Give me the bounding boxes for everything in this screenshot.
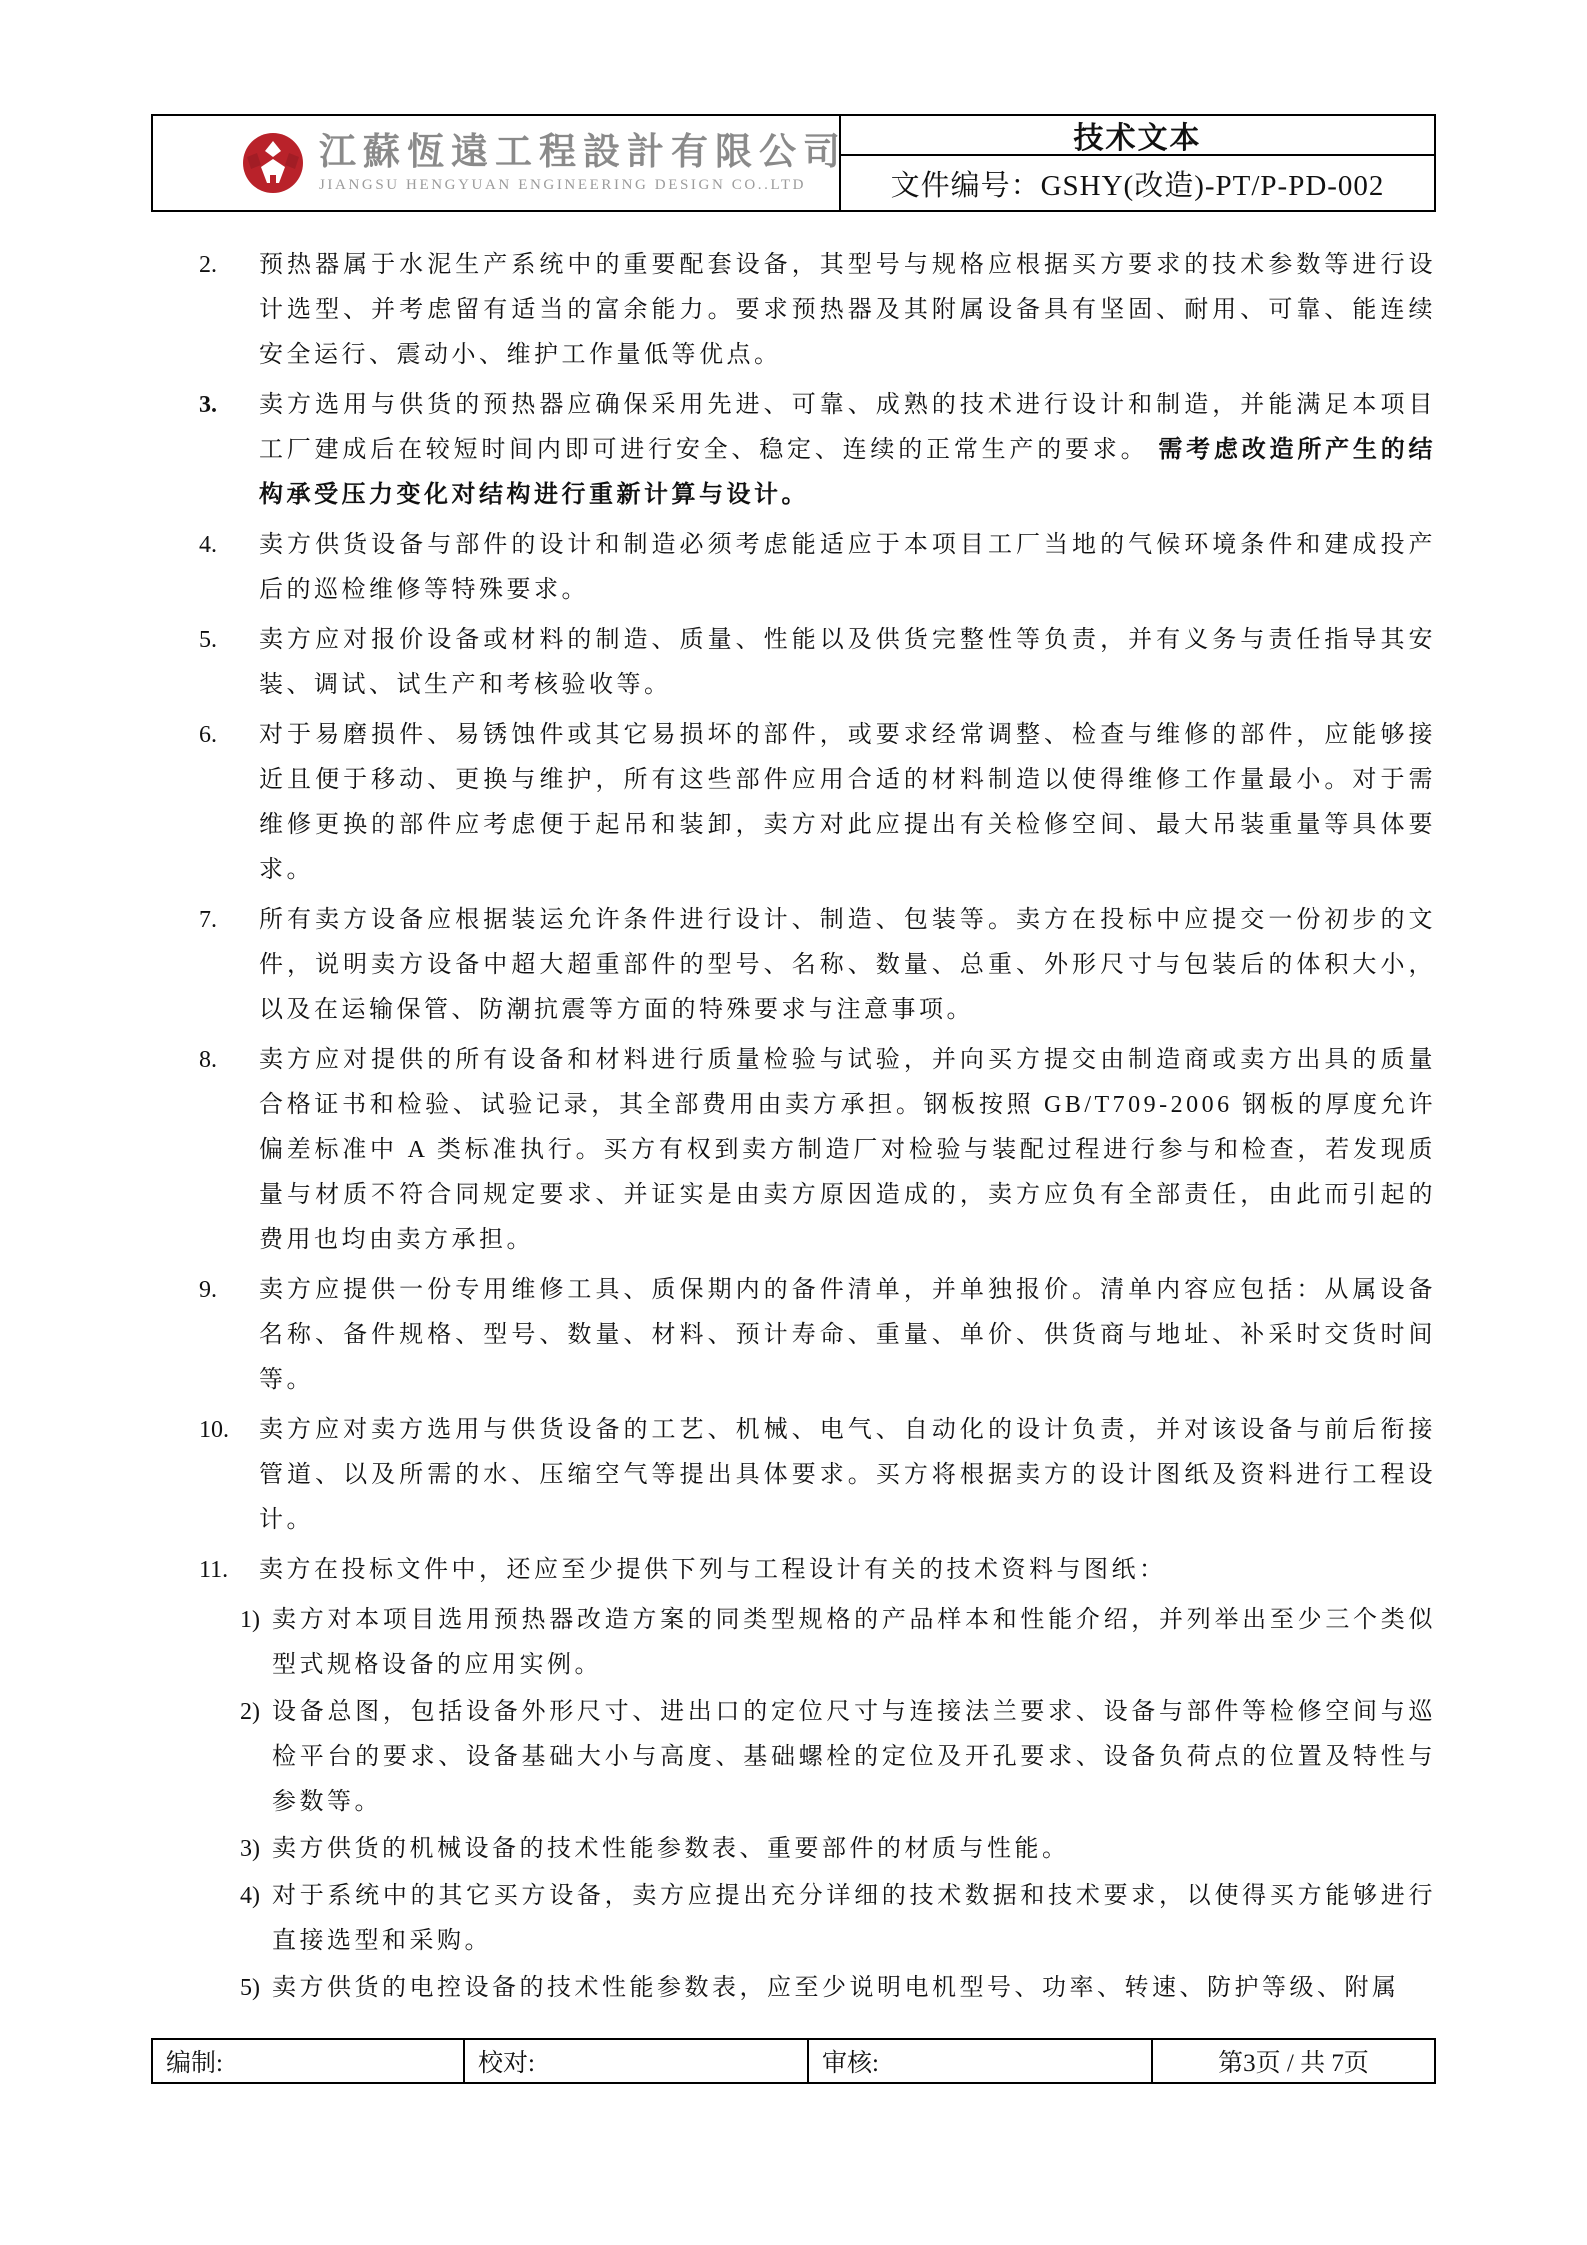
list-item [151,243,1436,378]
subitem-text: 设备总图，包括设备外形尺寸、进出口的定位尺寸与连接法兰要求、设备与部件等检修空间与巡检平台的要求、设备基础大小与高度、基础螺栓的定位及开孔要求、设备负荷点的位置及特性与参数等。 [272,1699,1436,1815]
item-number: 2. [199,252,217,278]
item-bold-text: 需考虑改造所产生的结构承受压力变化对结构进行重新计算与设计。 [259,437,1437,508]
item-text [259,1038,1436,1263]
list-item [151,1268,1436,1403]
item-number: 5. [199,627,217,653]
subitem-number: 1) [240,1607,260,1633]
item-text-span: 卖方应提供一份专用维修工具、质保期内的备件清单，并单独报价。清单内容应包括：从属设备名称、备件规格、型号、数量、材料、预计寿命、重量、单价、供货商与地址、补采时交货时间等。 [259,1277,1436,1393]
item-number: 10. [199,1417,229,1443]
item-text-span: 卖方供货设备与部件的设计和制造必须考虑能适应于本项目工厂当地的气候环境条件和建成投产后的巡检维修等特殊要求。 [259,532,1436,603]
subitem-text: 卖方供货的机械设备的技术性能参数表、重要部件的材质与性能。 [272,1836,1070,1862]
item-text-span: 卖方应对提供的所有设备和材料进行质量检验与试验，并向买方提交由制造商或卖方出具的质量合格证书和检验、试验记录，其全部费用由卖方承担。钢板按照 GB/T709-2006 钢板的厚度允许偏差标准中 A 类标准执行。买方有权到卖方制造厂对检验与装配过程进行参与和检查，若发现质量与材质不符合同规定要求、并证实是由卖方原因造成的，卖方应负有全部责任，由此而引起的费用也均由卖方承担。 [259,1047,1436,1253]
doc-type-title: 技术文本 [841,116,1434,156]
item-text [259,898,1436,1033]
subitem-number: 5) [240,1975,260,2001]
subitem-number: 2) [240,1699,260,1725]
footer-reviewer-cell: 审核: [809,2040,1153,2082]
list-item [151,1038,1436,1263]
body-content [151,243,1436,2013]
sublist-item [151,1690,1436,1825]
subitem-text: 卖方供货的电控设备的技术性能参数表，应至少说明电机型号、功率、转速、防护等级、附属 [272,1975,1400,2001]
item-number: 3. [199,392,217,418]
item-text [259,713,1436,893]
doc-number: 文件编号：GSHY(改造)-PT/P-PD-002 [890,169,1385,202]
company-logo-icon [241,131,305,195]
header-title-cell [841,116,1434,210]
company-logo-block [153,116,847,210]
list-item [151,523,1436,613]
item-number: 4. [199,532,217,558]
item-number: 9. [199,1277,217,1303]
subitem-text: 卖方对本项目选用预热器改造方案的同类型规格的产品样本和性能介绍，并列举出至少三个类似型式规格设备的应用实例。 [272,1607,1436,1678]
sublist-item [151,1874,1436,1964]
subitem-text: 对于系统中的其它买方设备，卖方应提出充分详细的技术数据和技术要求，以使得买方能够进行直接选型和采购。 [272,1883,1436,1954]
item-text [259,383,1436,518]
company-names [319,131,847,193]
list-item [151,1408,1436,1543]
item-text [259,618,1436,708]
footer-page-number: 第3页 / 共 7页 [1218,2050,1369,2077]
subitem-number: 3) [240,1836,260,1862]
list-item [151,383,1436,518]
item-text-span: 卖方应对卖方选用与供货设备的工艺、机械、电气、自动化的设计负责，并对该设备与前后衔接管道、以及所需的水、压缩空气等提出具体要求。买方将根据卖方的设计图纸及资料进行工程设计。 [259,1417,1436,1533]
item-text [259,1408,1436,1543]
list-item [151,1548,1436,1593]
footer-maker-cell: 编制: [153,2040,465,2082]
footer-table [151,2038,1436,2084]
item-text-span: 卖方在投标文件中，还应至少提供下列与工程设计有关的技术资料与图纸： [259,1557,1167,1583]
item-text [259,1268,1436,1403]
header-table [151,114,1436,212]
subitem-number: 4) [240,1883,260,1909]
sublist-item [151,1827,1436,1872]
list-item [151,898,1436,1033]
item-text-span: 预热器属于水泥生产系统中的重要配套设备，其型号与规格应根据买方要求的技术参数等进行设计选型、并考虑留有适当的富余能力。要求预热器及其附属设备具有坚固、耐用、可靠、能连续安全运行、震动小、维护工作量低等优点。 [259,252,1436,368]
item-number: 7. [199,907,217,933]
sublist [151,1598,1436,2011]
item-number: 6. [199,722,217,748]
item-text [259,1548,1436,1593]
item-text-span: 所有卖方设备应根据装运允许条件进行设计、制造、包装等。卖方在投标中应提交一份初步的文件，说明卖方设备中超大超重部件的型号、名称、数量、总重、外形尺寸与包装后的体积大小，以及在运输保管、防潮抗震等方面的特殊要求与注意事项。 [259,907,1436,1023]
item-number: 8. [199,1047,217,1073]
item-text-span: 卖方应对报价设备或材料的制造、质量、性能以及供货完整性等负责，并有义务与责任指导其安装、调试、试生产和考核验收等。 [259,627,1436,698]
item-text [259,523,1436,613]
item-text-span: 对于易磨损件、易锈蚀件或其它易损坏的部件，或要求经常调整、检查与维修的部件，应能够接近且便于移动、更换与维护，所有这些部件应用合适的材料制造以使得维修工作量最小。对于需维修更换的部件应考虑便于起吊和装卸，卖方对此应提出有关检修空间、最大吊装重量等具体要求。 [259,722,1436,883]
sublist-item [151,1966,1436,2011]
list-item [151,713,1436,893]
company-name-en: JIANGSU HENGYUAN ENGINEERING DESIGN CO..LTD [319,176,807,193]
footer-checker-cell: 校对: [465,2040,809,2082]
item-text [259,243,1436,378]
item-text-span: 卖方选用与供货的预热器应确保采用先进、可靠、成熟的技术进行设计和制造，并能满足本项目工厂建成后在较短时间内即可进行安全、稳定、连续的正常生产的要求。 [259,392,1436,463]
company-name-cn: 江蘇恆遠工程設計有限公司 [319,131,847,173]
list-item [151,618,1436,708]
item-number: 11. [199,1557,229,1583]
sublist-item [151,1598,1436,1688]
